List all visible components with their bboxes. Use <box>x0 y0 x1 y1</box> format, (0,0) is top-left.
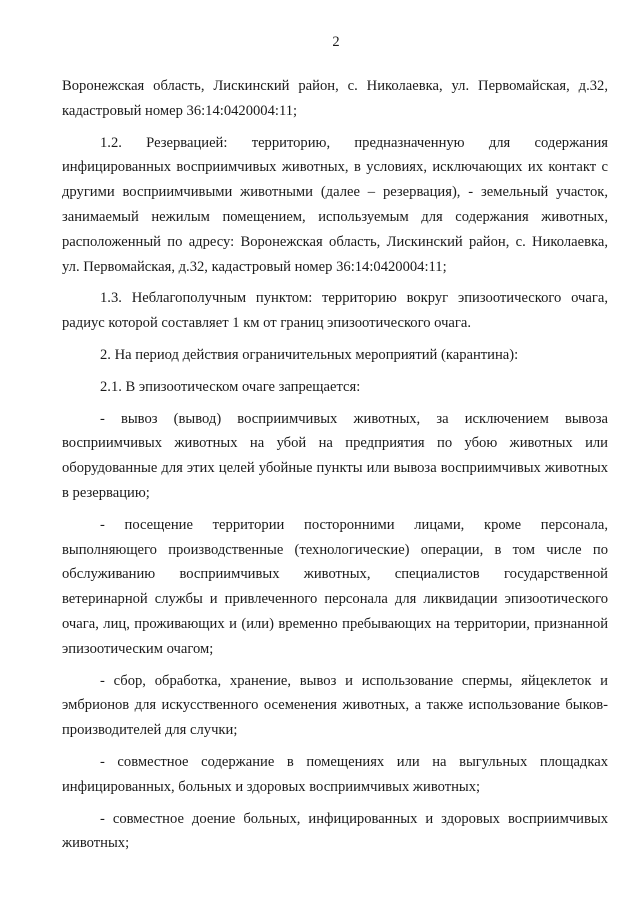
paragraph-1-2-reservation: 1.2. Резервацией: территорию, предназначенную для содержания инфицированных восприимчивых животных, в условиях, исключающих их контакт с другими восприимчивыми животными (далее – резервация), - земельный участок, занимаемый нежилым помещением, используемым для содержания животных, расположенный по адресу: Воронежская область, Лискинский район, с. Николаевка, ул. Первомайская, д.32, кадастровый номер 36:14:0420004:11; <box>62 134 608 275</box>
paragraph-address: Воронежская область, Лискинский район, с. Николаевка, ул. Первомайская, д.32, кадастровый номер 36:14:0420004:11; <box>62 78 608 119</box>
list-item-sperm-eggs: - сбор, обработка, хранение, вывоз и использование спермы, яйцеклеток и эмбрионов для искусственного осеменения животных, а также использование быков-производителей для случки; <box>62 672 608 739</box>
list-item-visit-territory: - посещение территории посторонними лицами, кроме персонала, выполняющего производственные (технологические) операции, в том числе по обслуживанию восприимчивых животных, специалистов государственной ветеринарной службы и привлеченного персонала для ликвидации эпизоотического очага, лиц, проживающих и (или) временно пребывающих на территории, признанной эпизоотическим очагом; <box>62 516 608 657</box>
document-body <box>62 74 608 863</box>
list-item-joint-keeping: - совместное содержание в помещениях или на выгульных площадках инфицированных, больных и здоровых восприимчивых животных; <box>62 753 608 795</box>
paragraph-2-restrictions-heading: 2. На период действия ограничительных мероприятий (карантина): <box>100 346 519 363</box>
paragraph-1-3-unfavorable-point: 1.3. Неблагополучным пунктом: территорию вокруг эпизоотического очага, радиус которой составляет 1 км от границ эпизоотического очага. <box>62 290 608 332</box>
page-number: 2 <box>332 34 340 50</box>
paragraph-2-1-prohibited-heading: 2.1. В эпизоотическом очаге запрещается: <box>100 378 361 395</box>
list-item-joint-milking: - совместное доение больных, инфицированных и здоровых восприимчивых животных; <box>62 810 608 852</box>
list-item-export-animals: - вывоз (вывод) восприимчивых животных, за исключением вывоза восприимчивых животных на убой на предприятия по убою животных или оборудованные для этих целей убойные пункты или вывоза восприимчивых животных в резервацию; <box>62 410 608 501</box>
